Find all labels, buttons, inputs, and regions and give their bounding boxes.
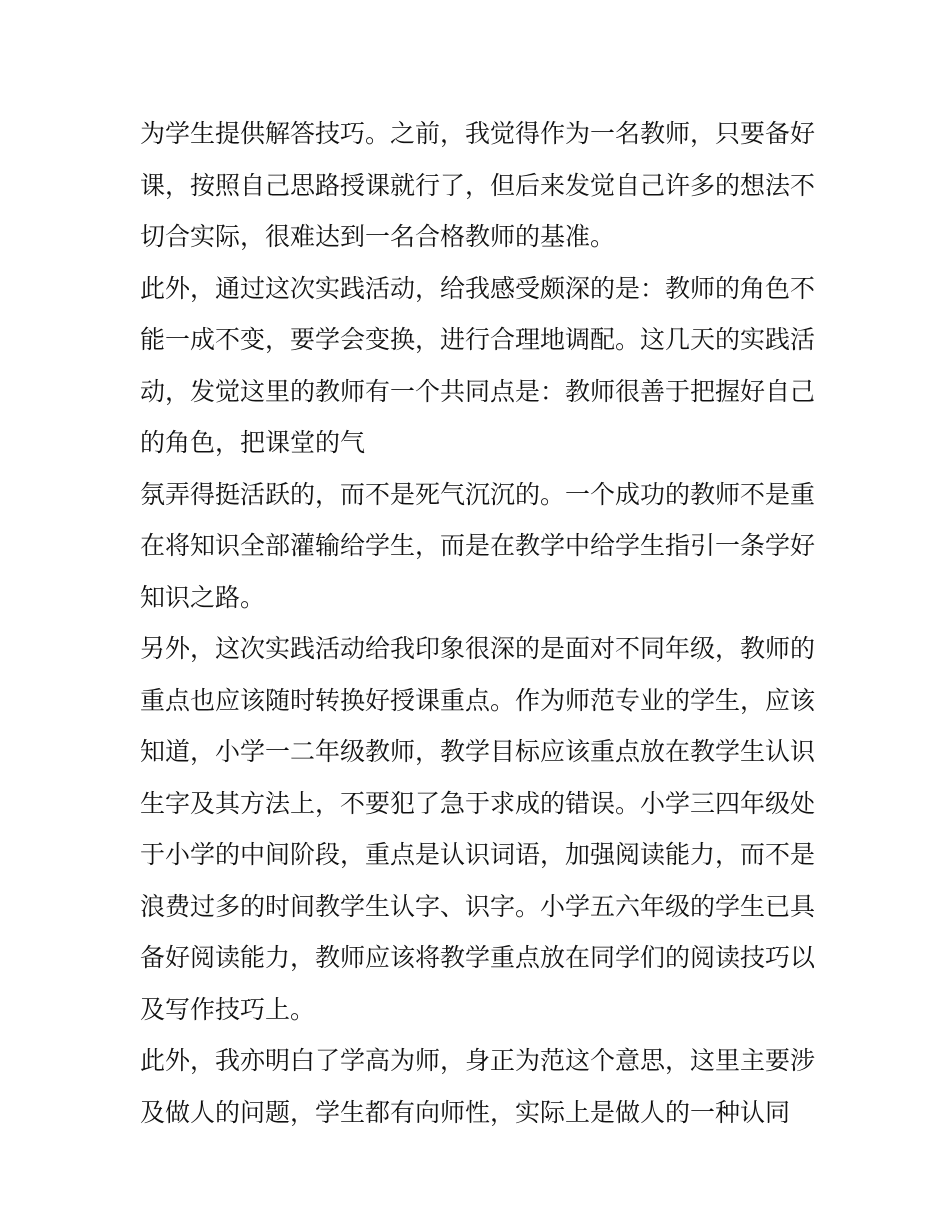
text-line: 及写作技巧上。 <box>140 994 316 1024</box>
text-line: 生字及其方法上，不要犯了急于求成的错误。小学三四年级处 <box>140 788 816 818</box>
text-line: 于小学的中间阶段，重点是认识词语，加强阅读能力，而不是 <box>140 840 816 869</box>
text-line: 重点也应该随时转换好授课重点。作为师范专业的学生，应该 <box>140 685 816 715</box>
text-line: 另外，这次实践活动给我印象很深的是面对不同年级，教师的 <box>140 634 816 663</box>
text-line: 动，发觉这里的教师有一个共同点是：教师很善于把握好自己 <box>140 376 816 406</box>
text-line: 在将知识全部灌输给学生，而是在教学中给学生指引一条学好 <box>140 531 816 560</box>
text-line: 及做人的问题，学生都有向师性，实际上是做人的一种认同 <box>140 1097 791 1127</box>
text-line: 氛弄得挺活跃的，而不是死气沉沉的。一个成功的教师不是重 <box>140 479 816 509</box>
text-line: 知道，小学一二年级教师，教学目标应该重点放在教学生认识 <box>140 737 816 766</box>
text-line: 的角色，把课堂的气 <box>140 428 366 457</box>
body-text <box>140 108 830 1138</box>
text-line: 为学生提供解答技巧。之前，我觉得作为一名教师，只要备好 <box>140 119 816 148</box>
text-line: 能一成不变，要学会变换，进行合理地调配。这几天的实践活 <box>140 325 816 354</box>
text-line: 课，按照自己思路授课就行了，但后来发觉自己许多的想法不 <box>140 170 816 200</box>
text-line: 浪费过多的时间教学生认字、识字。小学五六年级的学生已具 <box>140 891 816 921</box>
text-line: 此外，通过这次实践活动，给我感受颇深的是：教师的角色不 <box>140 273 816 303</box>
text-line: 知识之路。 <box>140 582 266 612</box>
text-line: 此外，我亦明白了学高为师，身正为范这个意思，这里主要涉 <box>140 1046 816 1075</box>
text-line: 备好阅读能力，教师应该将教学重点放在同学们的阅读技巧以 <box>140 943 816 972</box>
text-line: 切合实际，很难达到一名合格教师的基准。 <box>140 222 616 251</box>
